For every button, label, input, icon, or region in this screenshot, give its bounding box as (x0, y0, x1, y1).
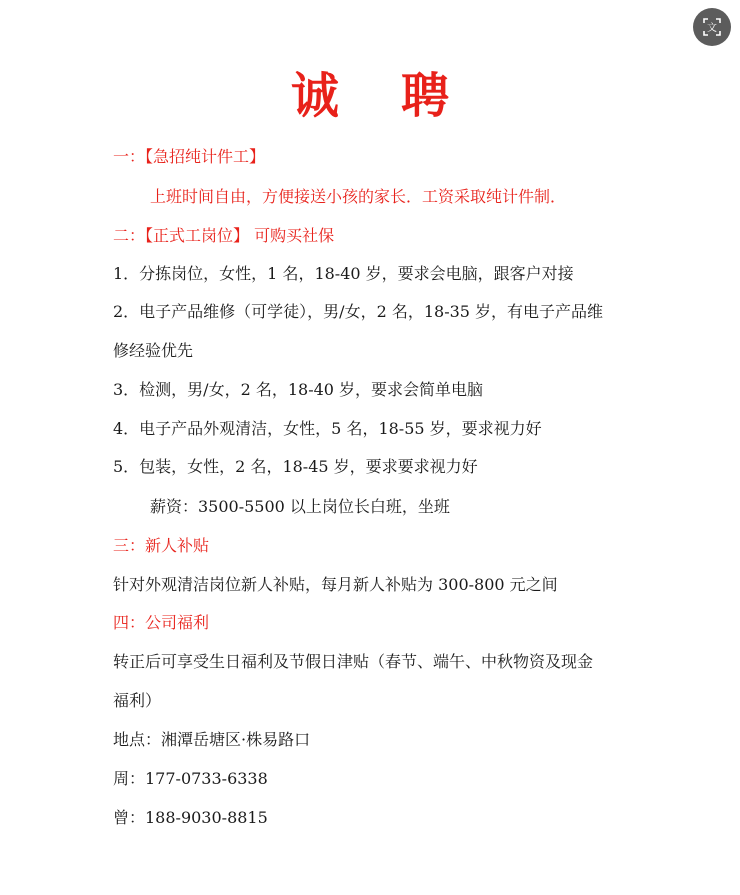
section-4-heading: 四：公司福利 (113, 613, 210, 632)
contact-address: 地点：湘潭岳塘区·株易路口 (113, 730, 311, 749)
section-2-item-2-cont: 修经验优先 (113, 341, 194, 360)
contact-phone-zeng: 曾：188-9030-8815 (113, 808, 268, 827)
section-4-body-1: 转正后可享受生日福利及节假日津贴（春节、端午、中秋物资及现金 (113, 652, 594, 671)
section-2-item-1: 1．分拣岗位，女性，1 名，18-40 岁，要求会电脑，跟客户对接 (113, 264, 574, 283)
section-3-body: 针对外观清洁岗位新人补贴，每月新人补贴为 300-800 元之间 (113, 575, 558, 594)
contact-phone-zhou: 周：177-0733-6338 (113, 769, 268, 788)
section-2-item-2: 2．电子产品维修（可学徒），男/女，2 名，18-35 岁，有电子产品维 (113, 302, 604, 321)
section-2-heading: 二：【正式工岗位】 可购买社保 (113, 226, 335, 245)
section-3-heading: 三：新人补贴 (113, 536, 210, 555)
section-2-item-4: 4．电子产品外观清洁，女性，5 名，18-55 岁，要求视力好 (113, 419, 542, 438)
title-char-left: 诚 (290, 68, 339, 124)
section-4-body-2: 福利） (113, 691, 162, 710)
section-1-body: 上班时间自由，方便接送小孩的家长．工资采取纯计件制． (150, 187, 567, 206)
section-1-heading: 一：【急招纯计件工】 (113, 147, 266, 166)
section-2-item-3: 3．检测，男/女，2 名，18-40 岁，要求会简单电脑 (113, 380, 484, 399)
section-2-salary: 薪资：3500-5500 以上岗位长白班，坐班 (150, 497, 450, 516)
lens-translate-icon (702, 17, 722, 37)
title-char-right: 聘 (401, 68, 450, 124)
page-title (0, 66, 740, 126)
lens-translate-button[interactable] (693, 8, 731, 46)
svg-text:文: 文 (707, 23, 717, 34)
section-2-item-5: 5．包装，女性，2 名，18-45 岁，要求要求视力好 (113, 457, 478, 476)
